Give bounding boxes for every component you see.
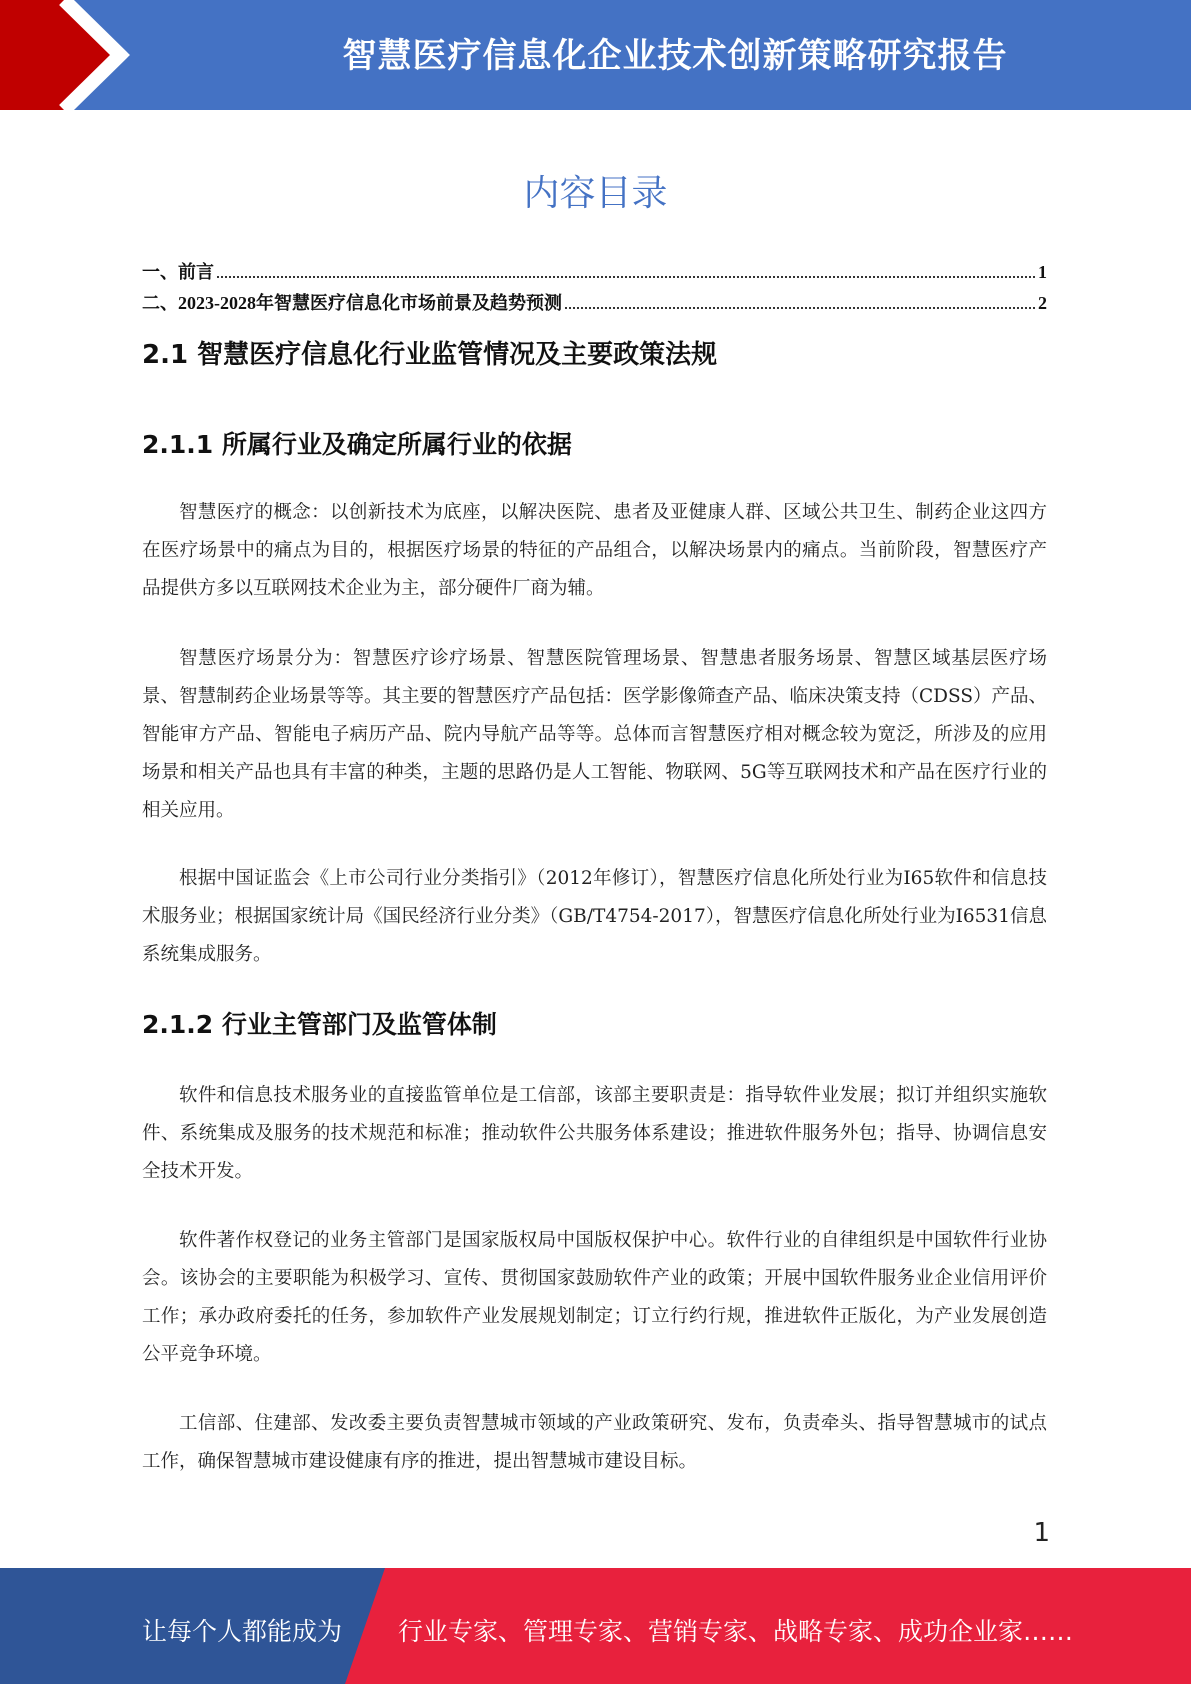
body-paragraph: 工信部、住建部、发改委主要负责智慧城市领域的产业政策研究、发布，负责牵头、指导智慧城市的试点工作，确保智慧城市建设健康有序的推进，提出智慧城市建设目标。 — [142, 1413, 1047, 1472]
body-paragraph: 智慧医疗的概念：以创新技术为底座，以解决医院、患者及亚健康人群、区域公共卫生、制药企业这四方在医疗场景中的痛点为目的，根据医疗场景的特征的产品组合，以解决场景内的痛点。当前阶段，智慧医疗产品提供方多以互联网技术企业为主，部分硬件厂商为辅。 — [142, 502, 1047, 599]
toc-entry[interactable] — [142, 258, 1047, 284]
body-paragraph: 智慧医疗场景分为：智慧医疗诊疗场景、智慧医院管理场景、智慧患者服务场景、智慧区域基层医疗场景、智慧制药企业场景等等。其主要的智慧医疗产品包括：医学影像筛查产品、临床决策支持（CDSS）产品、智能审方产品、智能电子病历产品、院内导航产品等等。总体而言智慧医疗相对概念较为宽泛，所涉及的应用场景和相关产品也具有丰富的种类，主题的思路仍是人工智能、物联网、5G等互联网技术和产品在医疗行业的相关应用。 — [142, 648, 1048, 821]
toc-entry-label: 一、前言 — [142, 262, 214, 282]
header-banner — [0, 0, 1191, 110]
toc-entry-page: 1 — [1038, 262, 1047, 282]
toc-leader-dots — [565, 307, 1035, 309]
footer-slogan-right: 行业专家、管理专家、营销专家、战略专家、成功企业家…… — [398, 1617, 1074, 1646]
section-heading-2-1-1: 2.1.1 所属行业及确定所属行业的依据 — [142, 430, 572, 459]
footer-slogan-left: 让每个人都能成为 — [142, 1617, 343, 1646]
toc-entry-page: 2 — [1038, 293, 1047, 313]
section-heading-2-1-2: 2.1.2 行业主管部门及监管体制 — [142, 1010, 497, 1039]
section-heading-2-1: 2.1 智慧医疗信息化行业监管情况及主要政策法规 — [142, 340, 718, 370]
toc-leader-dots — [217, 276, 1035, 278]
report-title: 智慧医疗信息化企业技术创新策略研究报告 — [342, 36, 1008, 76]
toc-entry-label: 二、2023-2028年智慧医疗信息化市场前景及趋势预测 — [142, 293, 562, 313]
page-number: 1 — [1033, 1518, 1050, 1548]
body-paragraph: 软件著作权登记的业务主管部门是国家版权局中国版权保护中心。软件行业的自律组织是中国软件行业协会。该协会的主要职能为积极学习、宣传、贯彻国家鼓励软件产业的政策；开展中国软件服务业企业信用评价工作；承办政府委托的任务，参加软件产业发展规划制定；订立行约行规，推进软件正版化，为产业发展创造公平竞争环境。 — [142, 1230, 1047, 1365]
body-paragraph: 根据中国证监会《上市公司行业分类指引》（2012年修订），智慧医疗信息化所处行业为I65软件和信息技术服务业；根据国家统计局《国民经济行业分类》（GB/T4754-2017），智慧医疗信息化所处行业为I6531信息系统集成服务。 — [142, 868, 1047, 965]
toc-heading: 内容目录 — [523, 173, 668, 214]
toc-entry[interactable] — [142, 289, 1047, 315]
body-paragraph: 软件和信息技术服务业的直接监管单位是工信部，该部主要职责是：指导软件业发展；拟订并组织实施软件、系统集成及服务的技术规范和标准；推动软件公共服务体系建设；推进软件服务外包；指导、协调信息安全技术开发。 — [142, 1085, 1047, 1182]
